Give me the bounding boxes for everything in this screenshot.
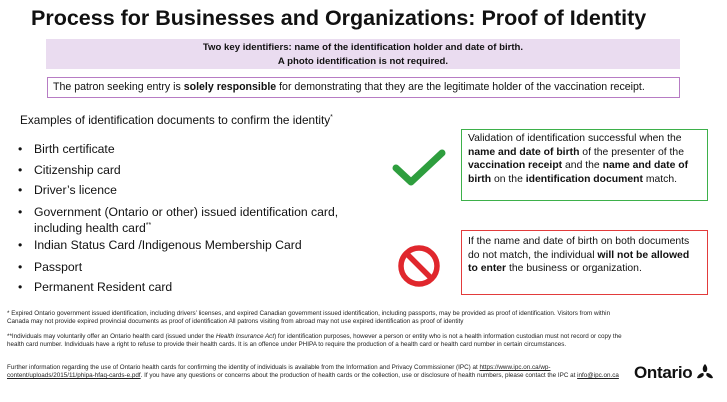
success-text-5: match.	[642, 173, 678, 185]
note-text-post: for demonstrating that they are the legitimate holder of the vaccination receipt.	[276, 81, 645, 93]
list-item-label: Driver’s licence	[34, 183, 117, 197]
checkmark-icon	[392, 148, 446, 188]
footnote-health-card-act: Health Insurance Act	[215, 333, 275, 340]
footnote-health-card-pre: **Individuals may voluntarily offer an Ontario health card (issued under the	[7, 333, 216, 340]
ipc-faq-link[interactable]: https://www.ipc.on.ca/wp-content/uploads/2015/11/phipa-hfaq-cards-e.pdf	[7, 364, 551, 380]
success-bold-1: name and date of birth	[468, 146, 580, 158]
prohibited-icon	[397, 244, 441, 288]
responsibility-note	[47, 77, 680, 98]
list-item-label: Birth certificate	[34, 142, 115, 156]
success-bold-4: identification document	[525, 173, 643, 185]
list-item-label-line-1: Government (Ontario or other) issued identification card,	[34, 205, 339, 219]
list-item-label: Permanent Resident card	[34, 280, 173, 294]
examples-heading	[20, 113, 333, 127]
success-text-4: on the	[491, 173, 526, 185]
ipc-email-link[interactable]: info@ipc.on.ca	[577, 372, 619, 380]
examples-heading-text: Examples of identification documents to confirm the identity	[20, 113, 331, 127]
list-item-label-line-2: including health card	[34, 221, 146, 236]
banner-line-2: A photo identification is not required.	[277, 56, 449, 67]
bullet: •	[18, 205, 23, 219]
success-text-1: Validation of identification successful when the	[468, 133, 682, 144]
banner-line-1: Two key identifiers: name of the identification holder and date of birth.	[202, 42, 524, 53]
ontario-wordmark: Ontario	[634, 363, 693, 382]
trillium-icon	[695, 363, 715, 383]
success-text-2: of the presenter of the	[579, 146, 684, 158]
footnote-health-card	[7, 333, 627, 350]
note-text-bold: solely responsible	[183, 81, 277, 93]
note-text-pre: The patron seeking entry is	[53, 81, 184, 93]
failure-bold-1: will not be allowed to enter	[468, 249, 690, 274]
list-item-label: Indian Status Card /Indigenous Membership Card	[34, 238, 302, 252]
success-text-3: and the	[562, 160, 603, 171]
examples-heading-mark: *	[330, 114, 333, 122]
failure-text-1: If the name and date of birth on both documents do not match, the individual	[468, 236, 690, 261]
footnote-health-card-post: ) for identification purposes, however a person or entity who is not a health information custodian must not record or copy the health card number. Individuals have a right to refuse to provide their health cards. It is an offence under PHIPA to require the production of a health card or health card number in certain circumstances.	[7, 333, 622, 349]
bullet: •	[18, 280, 23, 294]
footnote-further-information	[7, 364, 622, 381]
footnote-info-pre: Further information regarding the use of Ontario health cards for confirming the identity of individuals is available from the Information and Privacy Commissioner (IPC) at	[7, 364, 480, 371]
bullet: •	[18, 183, 23, 197]
list-item-label: Passport	[34, 260, 83, 274]
success-bold-3: name and date of birth	[468, 160, 689, 185]
footnote-expired-id: * Expired Ontario government issued identification, including drivers’ licenses, and expired Canadian government issued identification, including passports, may be provided as proof of identification. Visitors from within Canada may not provide expired provincial documents as proof of identification All patrons visiting from abroad may not use expired identification as proof of identity	[7, 310, 611, 326]
success-bold-2: vaccination receipt	[468, 160, 563, 171]
key-identifiers-banner	[46, 39, 680, 69]
failure-text-2: the business or organization.	[506, 263, 642, 274]
page-title: Process for Businesses and Organizations: Proof of Identity	[31, 6, 647, 30]
list-item-label	[34, 206, 338, 235]
bullet: •	[18, 260, 23, 274]
footnote-mark: **	[145, 222, 152, 229]
ontario-logo	[634, 363, 715, 383]
validation-failure-box	[461, 230, 708, 295]
list-item-label: Citizenship card	[34, 163, 121, 177]
bullet: •	[18, 142, 23, 156]
bullet: •	[18, 238, 23, 252]
validation-success-box	[461, 129, 708, 201]
footnote-info-post: . If you have any questions or concerns about the production of health cards or the collection, use or disclosure of health numbers, please contact the IPC at	[140, 372, 578, 380]
bullet: •	[18, 163, 23, 177]
